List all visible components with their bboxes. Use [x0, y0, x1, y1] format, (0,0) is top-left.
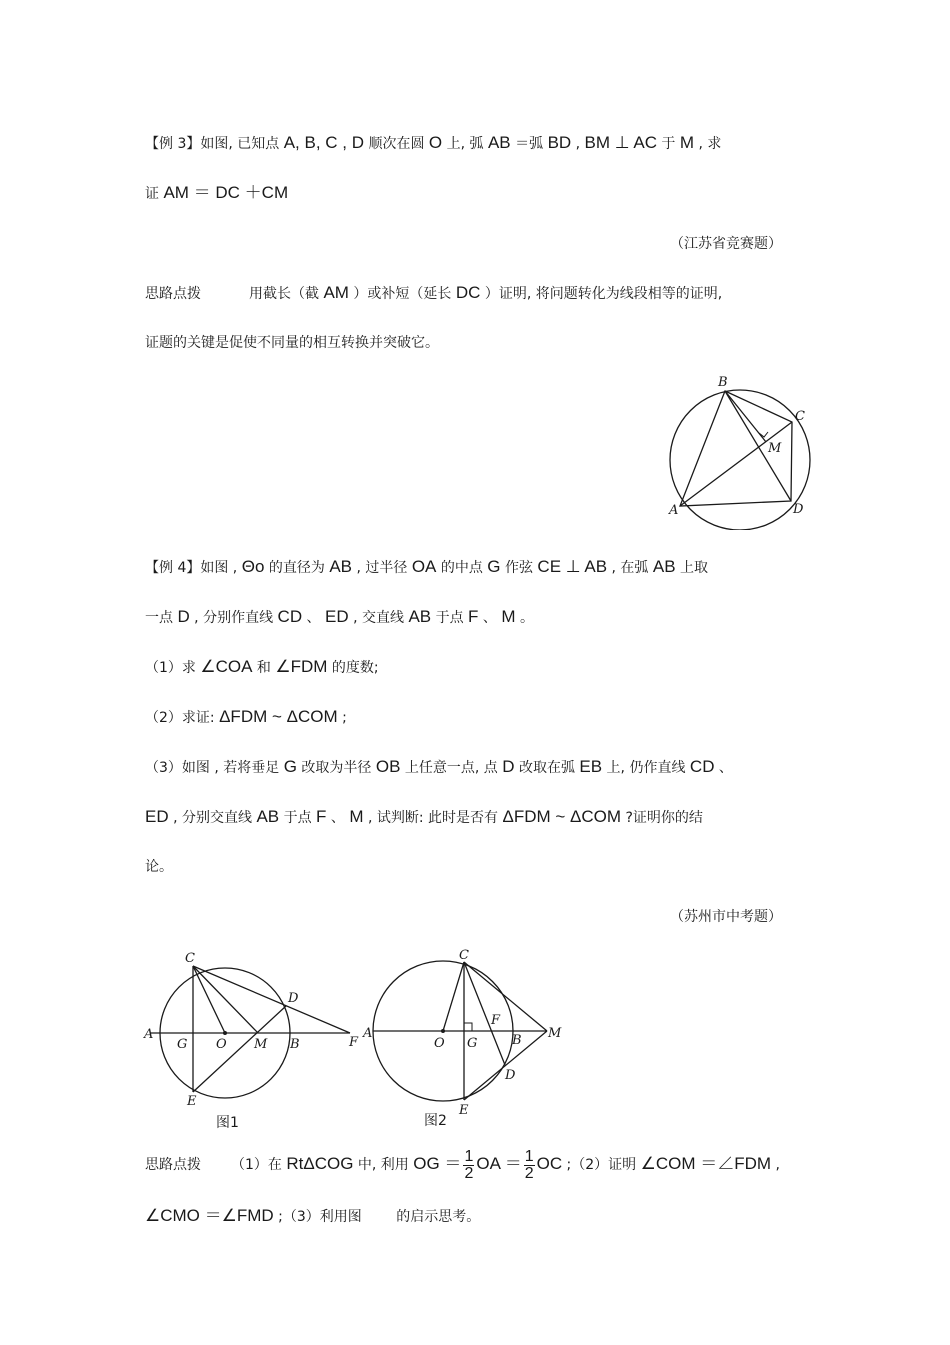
label-f: F: [491, 1013, 501, 1028]
text: 的度数;: [327, 660, 379, 676]
fraction-one-half: [463, 1149, 474, 1182]
label-c: C: [795, 409, 805, 424]
ex3-figure: [655, 370, 815, 530]
text: , 分别作直线: [189, 610, 278, 626]
math: ED: [325, 607, 349, 626]
denominator: 2: [524, 1164, 534, 1182]
label-m: M: [254, 1037, 268, 1052]
text: 一点: [145, 610, 178, 626]
text: 中, 利用: [353, 1157, 414, 1173]
math: CD: [689, 757, 715, 776]
text: 证: [145, 186, 164, 202]
line-ed: [193, 1006, 286, 1092]
right-angle-mark: [759, 432, 768, 437]
math: D: [177, 607, 190, 626]
text: 的启示思考。: [396, 1209, 481, 1225]
label-f: F: [349, 1035, 359, 1050]
ex3-hint-line1: [145, 283, 722, 304]
label-o: O: [216, 1037, 227, 1052]
label-b: B: [718, 375, 728, 390]
ex3-hint-line2: 证题的关键是促使不同量的相互转换并突破它。: [145, 335, 439, 351]
text: 于点: [279, 810, 317, 826]
figure1-caption: 图1: [216, 1115, 239, 1131]
figure2-caption: 图2: [424, 1113, 447, 1129]
text: , 试判断: 此时是否有: [363, 810, 503, 826]
math: ∠COM ＝∠FDM: [640, 1154, 772, 1173]
label-d: D: [505, 1068, 516, 1083]
label-b: B: [512, 1033, 522, 1048]
text: 作弦: [500, 560, 538, 576]
math: AB: [329, 557, 352, 576]
math: A, B, C , D: [283, 133, 365, 152]
math: AM: [323, 283, 349, 302]
text: 上, 仍作直线: [602, 760, 690, 776]
text: 。: [515, 610, 534, 626]
segment-bm: [725, 391, 766, 442]
math: G: [283, 757, 297, 776]
math: BM ⊥ AC: [584, 133, 657, 152]
math: ED: [145, 807, 169, 826]
math: CE ⊥ AB: [537, 557, 608, 576]
label-m: M: [548, 1026, 562, 1041]
label-a: A: [363, 1026, 373, 1041]
ex4-hint-line1: [145, 1145, 780, 1184]
text: 顺次在圆: [364, 136, 429, 152]
math: M: [501, 607, 516, 626]
label-a: A: [669, 503, 679, 518]
math: OB: [375, 757, 401, 776]
text: 改取在弧: [514, 760, 580, 776]
text: （1）求: [145, 660, 201, 676]
text: ,: [771, 1157, 780, 1173]
text: ?证明你的结: [621, 810, 703, 826]
text: , 过半径: [352, 560, 412, 576]
text: 上取: [675, 560, 708, 576]
math: ∠COA: [200, 657, 253, 676]
math: OA ＝: [476, 1154, 522, 1173]
ex4-statement-line2: [145, 607, 534, 628]
hint-label: 思路点拨: [145, 286, 201, 302]
math: D: [502, 757, 515, 776]
math: ΔFDM ~ ΔCOM: [502, 807, 622, 826]
label-g: G: [467, 1036, 478, 1051]
text: ;: [337, 710, 347, 726]
text: 于: [656, 136, 680, 152]
fraction-one-half: [524, 1149, 535, 1182]
text: 、: [478, 610, 502, 626]
math: AB: [652, 557, 676, 576]
math: RtΔCOG: [286, 1154, 354, 1173]
numerator: 1: [524, 1147, 534, 1165]
math: ∠CMO ＝∠FMD: [145, 1206, 274, 1225]
text: ,: [571, 136, 585, 152]
math: M: [679, 133, 695, 152]
text: 、: [714, 760, 733, 776]
math: AB: [487, 133, 511, 152]
text: 和: [252, 660, 276, 676]
math: OG ＝: [413, 1154, 462, 1173]
text: 的中点: [436, 560, 488, 576]
text: 上任意一点, 点: [400, 760, 503, 776]
hint-label: 思路点拨: [145, 1157, 201, 1173]
ex4-question3-line1: [145, 757, 733, 778]
text: 于点: [431, 610, 469, 626]
math: OC: [536, 1154, 563, 1173]
ex4-figure1: [140, 950, 373, 1135]
text: 【例 3】如图, 已知点: [145, 136, 284, 152]
text: ;（3）利用图: [273, 1209, 367, 1225]
text: 用截长（截: [249, 286, 324, 302]
label-d: D: [288, 991, 299, 1006]
math: M: [349, 807, 364, 826]
math: ∠FDM: [275, 657, 328, 676]
ex4-question2: [145, 707, 347, 728]
text: , 交直线: [348, 610, 409, 626]
text: 的直径为: [264, 560, 330, 576]
ex4-statement-line1: [145, 557, 708, 578]
text: , 在弧: [607, 560, 653, 576]
math: AM ＝ DC ＋CM: [163, 183, 289, 202]
math: AB: [256, 807, 280, 826]
label-g: G: [177, 1037, 188, 1052]
circle-o: [670, 390, 810, 530]
segment-cm: [464, 962, 547, 1031]
numerator: 1: [464, 1147, 474, 1165]
math: CD: [277, 607, 303, 626]
text: 、: [302, 610, 326, 626]
ex4-question1: [145, 657, 379, 678]
math: ΔFDM ~ ΔCOM: [219, 707, 338, 726]
math: Θo: [241, 557, 265, 576]
label-m: M: [768, 441, 782, 456]
text: , 分别交直线: [168, 810, 257, 826]
ex4-figure2: [360, 945, 575, 1135]
center-dot: [223, 1031, 227, 1035]
text: （3）如图 , 若将垂足: [145, 760, 284, 776]
text: （1）在: [231, 1157, 287, 1173]
text: （2）求证:: [145, 710, 220, 726]
label-e: E: [187, 1094, 197, 1109]
right-angle-mark: [464, 1023, 472, 1031]
ex4-question3-line2: [145, 807, 703, 828]
math: O: [428, 133, 443, 152]
ex4-source: （苏州市中考题）: [670, 909, 782, 925]
ex3-statement-line2: [145, 183, 288, 204]
segment-cm: [193, 966, 258, 1033]
text: ）或补短（延长: [348, 286, 456, 302]
ex4-question3-line3: 论。: [145, 859, 173, 875]
math: F: [316, 807, 327, 826]
label-d: D: [793, 502, 804, 517]
math: DC: [455, 283, 481, 302]
text: 【例 4】如图 ,: [145, 560, 242, 576]
label-e: E: [459, 1103, 469, 1118]
label-b: B: [290, 1037, 300, 1052]
text: 改取为半径: [296, 760, 376, 776]
ex4-hint-line2: [145, 1206, 480, 1227]
label-a: A: [144, 1027, 154, 1042]
text: 、: [326, 810, 350, 826]
label-o: O: [434, 1036, 445, 1051]
ex3-statement-line1: [145, 133, 721, 154]
text: , 求: [694, 136, 722, 152]
math: G: [487, 557, 501, 576]
segment-co: [193, 966, 225, 1033]
math: EB: [579, 757, 603, 776]
math: F: [468, 607, 479, 626]
denominator: 2: [464, 1164, 474, 1182]
center-dot: [441, 1029, 445, 1033]
text: ;（2）证明: [562, 1157, 641, 1173]
text: 上, 弧: [442, 136, 488, 152]
math: BD: [547, 133, 572, 152]
label-c: C: [459, 948, 469, 963]
text: ＝弧: [510, 136, 548, 152]
math: AB: [408, 607, 432, 626]
label-c: C: [185, 951, 195, 966]
math: OA: [411, 557, 437, 576]
line-cf: [193, 966, 350, 1033]
ex3-source: （江苏省竞赛题）: [670, 236, 782, 252]
text: ）证明, 将问题转化为线段相等的证明,: [480, 286, 723, 302]
segment-co: [443, 962, 464, 1031]
